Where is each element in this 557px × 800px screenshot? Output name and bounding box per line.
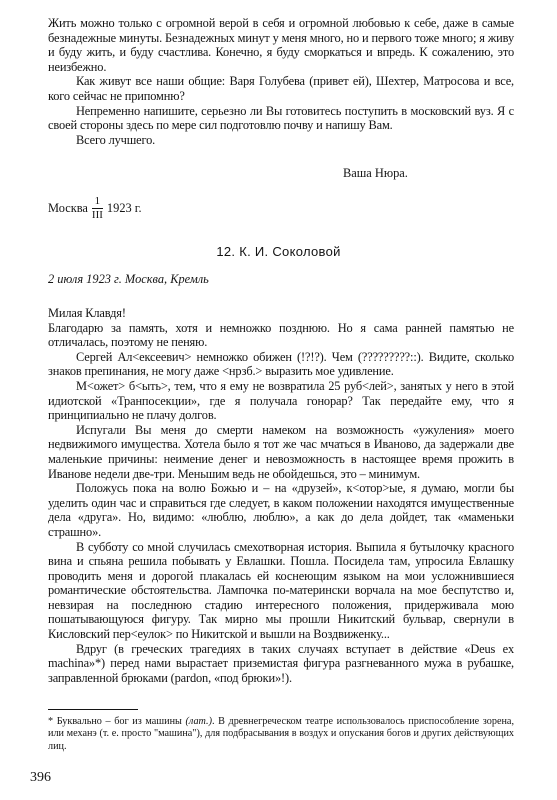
fraction-numerator: 1 xyxy=(94,195,101,207)
paragraph: Непременно напишите, серьезно ли Вы готовитесь поступить в московский вуз. Я с своей стороны здесь по мере сил подготовлю почву и напишу Вам. xyxy=(48,103,514,133)
paragraph: Положусь пока на волю Божью и – на «друзей», к<отор>ые, я думаю, могли бы уделить один час и справиться где следует, в каком положении находятся имущественные дела «друга». Но, видимо: «люблю, люблю», а как до дела дойдет, так «маменьки страшно». xyxy=(48,481,514,539)
letter-ending xyxy=(48,16,514,147)
footnote-separator xyxy=(48,709,138,710)
footnote xyxy=(48,716,514,753)
letter-date: 2 июля 1923 г. Москва, Кремль xyxy=(48,272,209,286)
signature: Ваша Нюра. xyxy=(343,166,408,180)
paragraph: Всего лучшего. xyxy=(76,132,156,147)
dateline-year: 1923 г. xyxy=(106,201,142,215)
footnote-text-a: * Буквально – бог из машины xyxy=(48,716,186,727)
dateline-city: Москва xyxy=(48,201,88,215)
paragraph: Как живут все наши общие: Варя Голубева (привет ей), Шехтер, Матросова и все, кого сейчас не припомню? xyxy=(48,74,514,103)
dateline xyxy=(48,196,142,221)
paragraph: Благодарю за память, хотя и немножко позднюю. Но я сама ранней памятью не отличалась, поэтому не пеняю. xyxy=(48,320,514,350)
paragraph: Жить можно только с огромной верой в себя и огромной любовью к себе, даже в самые безнадежные минуты. Безнадежных минут у меня много, но и первого тоже много; я живу и буду жить, и буду счастлива. Конечно, я буду сморкаться и впредь. К сожалению, это неизбежно. xyxy=(48,16,514,74)
page-number: 396 xyxy=(30,770,51,785)
footnote-abbr: (лат.) xyxy=(185,716,212,727)
fraction-denominator: III xyxy=(91,209,103,221)
footnote-text-b: . В древнегреческом театре использовалось приспособление зорена, или механэ (т. е. просто "машина"), для подбрасывания в воздух и опускания богов и других действующих лиц. xyxy=(48,716,514,752)
paragraph: В субботу со мной случилась смехотворная история. Выпила я бутылочку красного вина и спьяна решила побывать у Евлашки. Пошла. Посидела там, упросила Евлашку проводить меня и дорогой плакалась ей коснеющим языком на мои усложнившиеся романтические обстоятельства. Лампочка по-матерински ворчала на мое беспутство и, невзирая на последнюю стадию интересного положения, придерживала мою пошатывающуюся фигуру. Так мирно мы прошли Никитский бульвар, свернули в Кисловский пер<еулок> по Никитской и вышли на Воздвиженку... xyxy=(48,539,514,642)
letter-heading: 12. К. И. Соколовой xyxy=(216,244,341,259)
paragraph: М<ожет> б<ыть>, тем, что я ему не возвратила 25 руб<лей>, занятых у него в этой идиотской «Транпосекции», где я получала гонорар? Так передайте ему, что я принципиально не плачу долгов. xyxy=(48,378,514,423)
paragraph: Сергей Ал<ексеевич> немножко обижен (!?!?). Чем (?????????::). Видите, сколько знаков препинания, не могу даже <нрзб.> выразить мое удивление. xyxy=(48,349,514,379)
letter-body xyxy=(48,306,514,685)
paragraph: Испугали Вы меня до смерти намеком на возможность «ужуления» моего недвижимого имущества. Хотела было я тот же час мчаться в Иваново, да задержали две маленькие причины: неимение денег и невозможность в настоящее время прожить в Иванове недели две-три. Меньшим ведь не обойдешься, это – минимум. xyxy=(48,422,514,481)
salutation: Милая Клавдя! xyxy=(48,306,126,320)
date-fraction xyxy=(92,196,103,221)
paragraph: Вдруг (в греческих трагедиях в таких случаях вступает в действие «Deus ex machina»*) перед нами вырастает приземистая фигура разгневанного мужа в рубашке, заправленной брюками (pardon, «под брюки»!). xyxy=(48,641,514,685)
